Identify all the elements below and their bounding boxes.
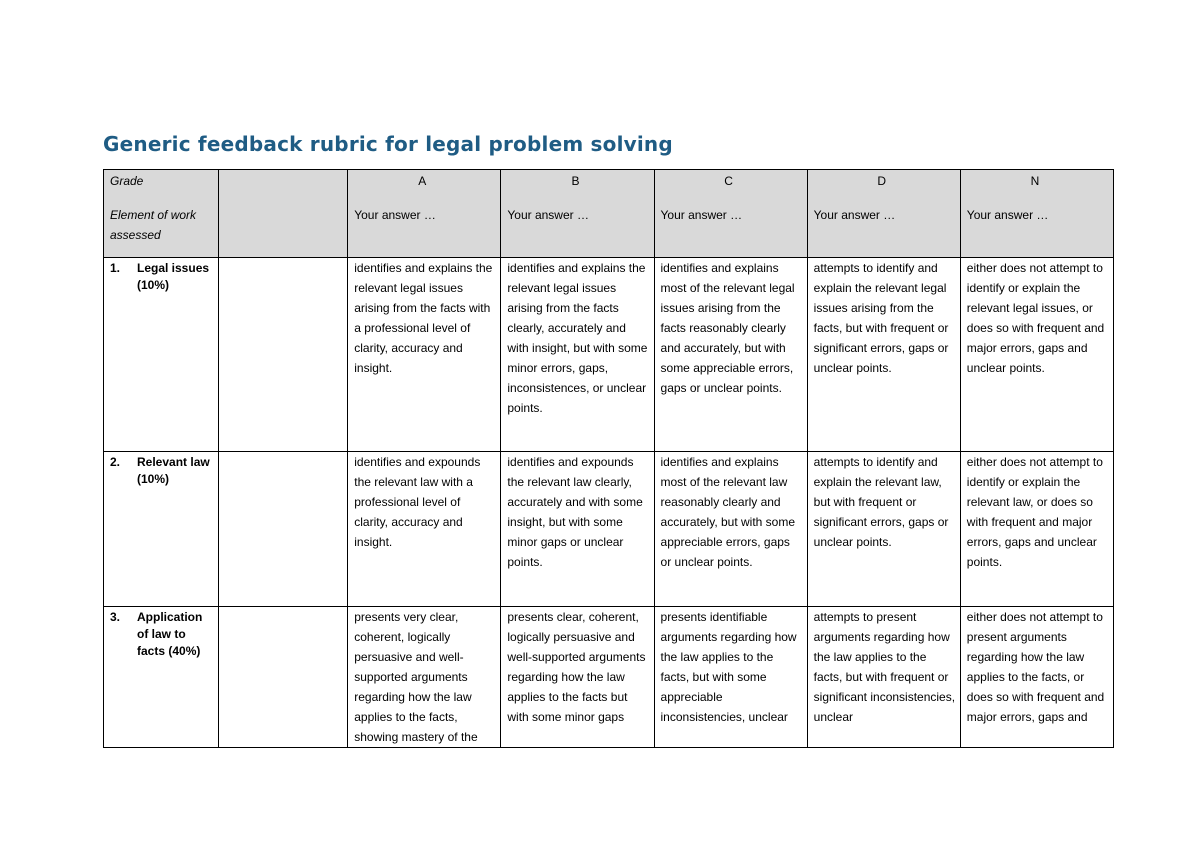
descriptor-text: presents identifiable arguments regarding how the law applies to the facts, but with some appreciable inconsistencies, unclear — [660, 610, 797, 724]
descriptor-cell — [348, 258, 501, 452]
descriptor-text: either does not attempt to present arguments regarding how the law applies to the facts, or does so with frequent and major errors, gaps and — [966, 610, 1105, 724]
descriptor-text: attempts to identify and explain the relevant legal issues arising from the facts, but with frequent or significant errors, gaps or unclear points. — [813, 261, 949, 375]
descriptor-text: identifies and explains the relevant legal issues arising from the facts with a professional level of clarity, accuracy and insight. — [354, 261, 493, 375]
rubric-row-relevant-law — [104, 452, 1114, 607]
grade-letter: C — [724, 174, 733, 188]
descriptor-cell — [807, 258, 960, 452]
your-answer-label: Your answer … — [507, 208, 589, 222]
descriptor-cell — [807, 452, 960, 607]
grade-column-b — [501, 170, 654, 258]
grade-letter: B — [571, 174, 580, 188]
grade-column-n — [960, 170, 1113, 258]
grade-letter: A — [418, 174, 427, 188]
blank-cell — [219, 607, 348, 748]
descriptor-text: identifies and explains the relevant legal issues arising from the facts clearly, accurately and with insight, but with some minor errors, gaps, inconsistences, or unclear points. — [507, 261, 648, 415]
element-label: Element of work assessed — [110, 208, 197, 242]
blank-cell — [219, 452, 348, 607]
descriptor-cell — [501, 452, 654, 607]
header-blank-cell — [219, 170, 348, 258]
header-row — [104, 170, 1114, 258]
descriptor-text: either does not attempt to identify or explain the relevant law, or does so with frequent and major errors, gaps and unclear points. — [966, 455, 1103, 569]
descriptor-cell — [807, 607, 960, 748]
criterion-cell — [104, 607, 219, 748]
descriptor-cell — [654, 452, 807, 607]
descriptor-text: identifies and expounds the relevant law with a professional level of clarity, accuracy and insight. — [354, 455, 481, 549]
descriptor-text: identifies and explains most of the relevant legal issues arising from the facts reasonably clearly and accurately, but with some appreciable errors, gaps or unclear points. — [660, 261, 795, 395]
grade-letter: N — [1030, 174, 1040, 188]
criterion-number: 3. — [110, 610, 121, 624]
descriptor-text: identifies and expounds the relevant law clearly, accurately and with some insight, but with some minor gaps or unclear points. — [507, 455, 643, 569]
page-title: Generic feedback rubric for legal problem solving — [103, 132, 673, 156]
your-answer-label: Your answer … — [813, 208, 896, 222]
descriptor-cell — [960, 452, 1113, 607]
descriptor-text: presents clear, coherent, logically persuasive and well-supported arguments regarding how the law applies to the facts but with some minor gaps — [507, 610, 646, 724]
criterion-name: Application of law to facts (40%) — [137, 610, 203, 658]
descriptor-text: attempts to identify and explain the relevant law, but with frequent or significant errors, gaps or unclear points. — [813, 455, 949, 549]
descriptor-text: presents very clear, coherent, logically persuasive and well-supported arguments regarding how the law applies to the facts, showing mastery of the — [354, 610, 478, 744]
your-answer-label: Your answer … — [660, 208, 743, 222]
criterion-number: 2. — [110, 455, 121, 469]
grade-column-d — [807, 170, 960, 258]
criterion-name: Relevant law (10%) — [137, 455, 210, 486]
criterion-cell — [104, 452, 219, 607]
your-answer-label: Your answer … — [354, 208, 436, 222]
blank-cell — [219, 258, 348, 452]
descriptor-text: attempts to present arguments regarding how the law applies to the facts, but with frequent or significant inconsistencies, unclear — [813, 610, 956, 724]
descriptor-text: identifies and explains most of the relevant law reasonably clearly and accurately, but with some appreciable errors, gaps or unclear points. — [660, 455, 796, 569]
grade-column-a — [348, 170, 501, 258]
criterion-number: 1. — [110, 261, 121, 275]
descriptor-cell — [654, 607, 807, 748]
descriptor-cell — [654, 258, 807, 452]
grade-column-c — [654, 170, 807, 258]
header-label-cell — [104, 170, 219, 258]
criterion-name: Legal issues (10%) — [137, 261, 210, 292]
descriptor-cell — [348, 452, 501, 607]
your-answer-label: Your answer … — [966, 208, 1049, 222]
rubric-row-application — [104, 607, 1114, 748]
descriptor-text: either does not attempt to identify or explain the relevant legal issues, or does so with frequent and major errors, gaps and unclear points. — [966, 261, 1105, 375]
descriptor-cell — [348, 607, 501, 748]
grade-label: Grade — [110, 174, 144, 188]
descriptor-cell — [501, 607, 654, 748]
criterion-cell — [104, 258, 219, 452]
descriptor-cell — [960, 607, 1113, 748]
descriptor-cell — [960, 258, 1113, 452]
rubric-table — [103, 169, 1114, 748]
descriptor-cell — [501, 258, 654, 452]
grade-letter: D — [877, 174, 887, 188]
rubric-row-legal-issues — [104, 258, 1114, 452]
